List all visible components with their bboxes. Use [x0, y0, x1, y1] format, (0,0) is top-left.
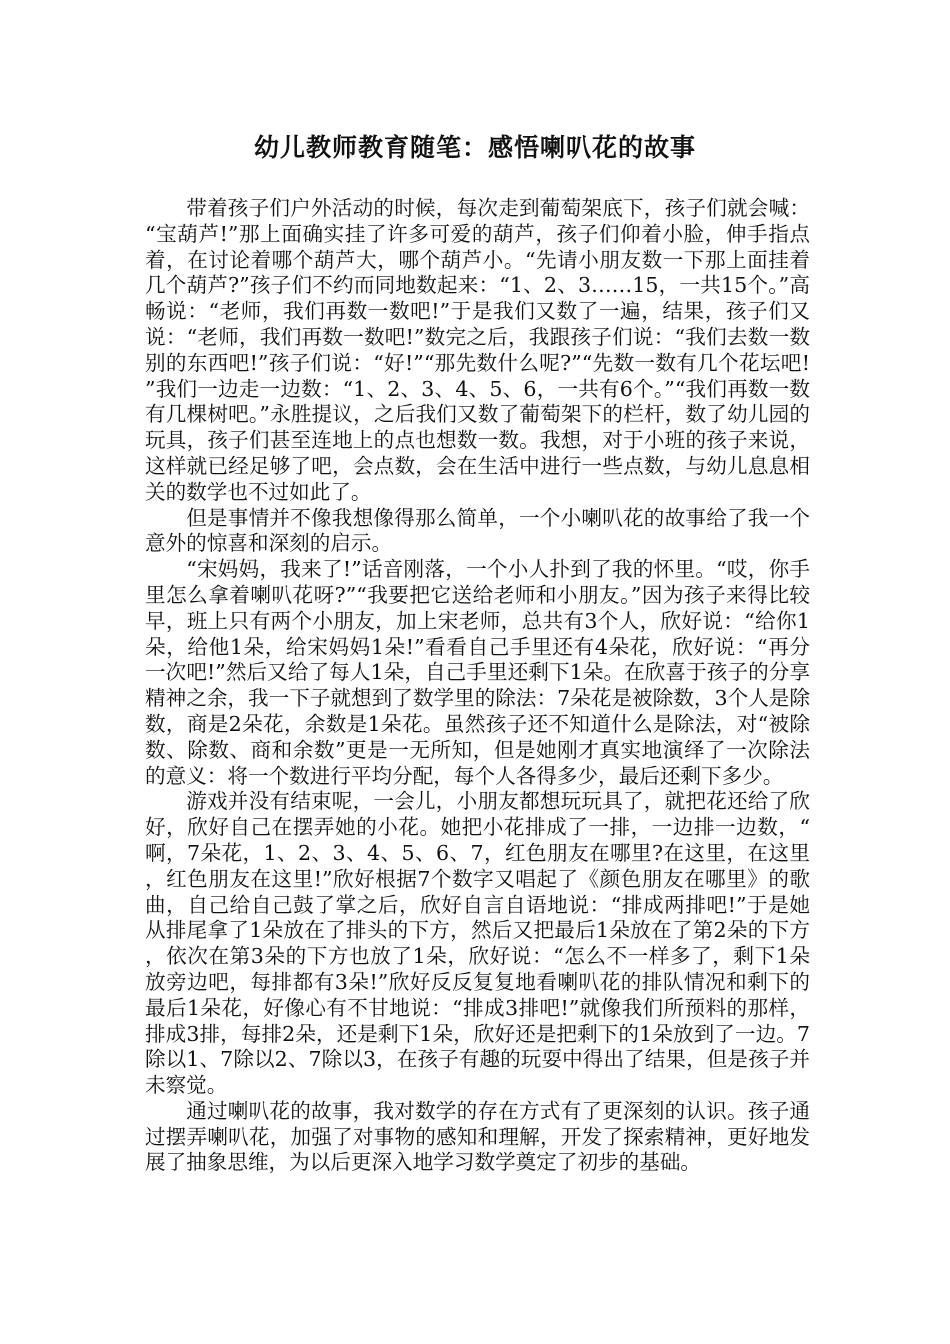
paragraph: 通过喇叭花的故事，我对数学的存在方式有了更深刻的认识。孩子通过摆弄喇叭花，加强了对事物的感知和理解，开发了探索精神，更好地发展了抽象思维，为以后更深入地学习数学奠定了初步的基础。	[145, 1098, 810, 1175]
paragraph: “宋妈妈，我来了!”话音刚落，一个小人扑到了我的怀里。“哎，你手里怎么拿着喇叭花呀?”“我要把它送给老师和小朋友。”因为孩子来得比较早，班上只有两个小朋友，加上宋老师，总共有3个人，欣好说：“给你1朵，给他1朵，给宋妈妈1朵!”看看自己手里还有4朵花，欣好说：“再分一次吧!”然后又给了每人1朵，自己手里还剩下1朵。在欣喜于孩子的分享精神之余，我一下子就想到了数学里的除法：7朵花是被除数，3个人是除数，商是2朵花，余数是1朵花。虽然孩子还不知道什么是除法，对“被除数、除数、商和余数”更是一无所知，但是她刚才真实地演绎了一次除法的意义：将一个数进行平均分配，每个人各得多少，最后还剩下多少。	[145, 557, 810, 788]
document-title: 幼儿教师教育随笔：感悟喇叭花的故事	[253, 133, 696, 162]
document-body	[145, 196, 810, 1176]
paragraph: 带着孩子们户外活动的时候，每次走到葡萄架底下，孩子们就会喊：“宝葫芦!”那上面确实挂了许多可爱的葫芦，孩子们仰着小脸，伸手指点着，在讨论着哪个葫芦大，哪个葫芦小。“先请小朋友数一下那上面挂着几个葫芦?”孩子们不约而同地数起来：“1、2、3……15，一共15个。”高畅说：“老师，我们再数一数吧!”于是我们又数了一遍，结果，孩子们又说：“老师，我们再数一数吧!”数完之后，我跟孩子们说：“我们去数一数别的东西吧!”孩子们说：“好!”“那先数什么呢?”“先数一数有几个花坛吧!”我们一边走一边数：“1、2、3、4、5、6，一共有6个。”“我们再数一数有几棵树吧。”永胜提议，之后我们又数了葡萄架下的栏杆，数了幼儿园的玩具，孩子们甚至连地上的点也想数一数。我想，对于小班的孩子来说，这样就已经足够了吧，会点数，会在生活中进行一些点数，与幼儿息息相关的数学也不过如此了。	[145, 196, 810, 504]
paragraph: 游戏并没有结束呢，一会儿，小朋友都想玩玩具了，就把花还给了欣好，欣好自己在摆弄她的小花。她把小花排成了一排，一边排一边数，“啊，7朵花，1、2、3、4、5、6、7，红色朋友在哪里?在这里，在这里，红色朋友在这里!”欣好根据7个数字又唱起了《颜色朋友在哪里》的歌曲，自己给自己鼓了掌之后，欣好自言自语地说：“排成两排吧!”于是她从排尾拿了1朵放在了排头的下方，然后又把最后1朵放在了第2朵的下方，依次在第3朵的下方也放了1朵，欣好说：“怎么不一样多了，剩下1朵放旁边吧，每排都有3朵!”欣好反反复复地看喇叭花的排队情况和剩下的最后1朵花，好像心有不甘地说：“排成3排吧!”就像我们所预料的那样，排成3排，每排2朵，还是剩下1朵，欣好还是把剩下的1朵放到了一边。7除以1、7除以2、7除以3，在孩子有趣的玩耍中得出了结果，但是孩子并未察觉。	[145, 789, 810, 1098]
paragraph: 但是事情并不像我想像得那么简单，一个小喇叭花的故事给了我一个意外的惊喜和深刻的启示。	[145, 505, 810, 556]
